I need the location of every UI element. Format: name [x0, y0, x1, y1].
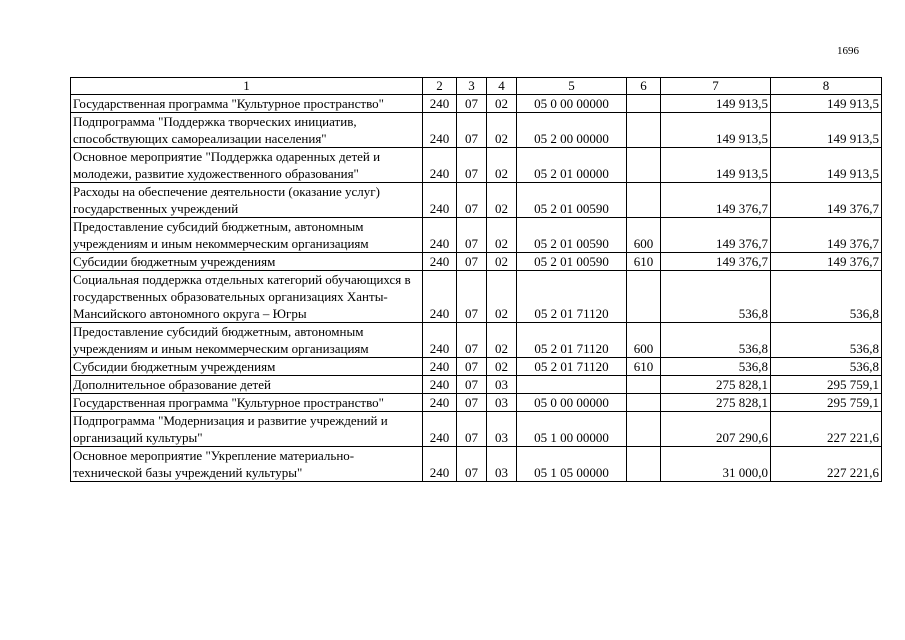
row-col-4-cell: 02: [487, 95, 517, 113]
row-name-cell: Дополнительное образование детей: [71, 376, 423, 394]
row-col-2-cell: 240: [423, 376, 457, 394]
row-col-8-cell: 295 759,1: [771, 376, 882, 394]
row-col-8-cell: 149 376,7: [771, 183, 882, 218]
row-name-cell: Субсидии бюджетным учреждениям: [71, 253, 423, 271]
row-col-7-cell: 536,8: [661, 323, 771, 358]
row-col-5-cell: 05 1 05 00000: [517, 447, 627, 482]
row-col-2-cell: 240: [423, 358, 457, 376]
row-col-5-cell: 05 2 01 00590: [517, 218, 627, 253]
table-row: [71, 218, 882, 253]
row-col-3-cell: 07: [457, 113, 487, 148]
row-col-6-cell: [627, 95, 661, 113]
table-row: [71, 394, 882, 412]
row-col-4-cell: 03: [487, 376, 517, 394]
row-col-7-cell: 149 913,5: [661, 148, 771, 183]
row-col-5-cell: 05 2 01 71120: [517, 358, 627, 376]
row-col-6-cell: [627, 113, 661, 148]
header-col-1: 1: [71, 78, 423, 95]
table-row: [71, 358, 882, 376]
row-col-5-cell: 05 0 00 00000: [517, 95, 627, 113]
row-name-cell: Социальная поддержка отдельных категорий обучающихся в государственных образовательных организациях Ханты-Мансийского автономного округа – Югры: [71, 271, 423, 323]
row-col-5-cell: 05 1 00 00000: [517, 412, 627, 447]
row-col-4-cell: 02: [487, 323, 517, 358]
row-col-3-cell: 07: [457, 412, 487, 447]
header-col-7: 7: [661, 78, 771, 95]
row-col-5-cell: [517, 376, 627, 394]
row-name-cell: Предоставление субсидий бюджетным, автономным учреждениям и иным некоммерческим организациям: [71, 323, 423, 358]
row-col-8-cell: 149 913,5: [771, 95, 882, 113]
row-col-4-cell: 02: [487, 271, 517, 323]
row-col-7-cell: 275 828,1: [661, 376, 771, 394]
row-col-3-cell: 07: [457, 323, 487, 358]
row-col-6-cell: 610: [627, 358, 661, 376]
row-col-8-cell: 227 221,6: [771, 412, 882, 447]
table-row: [71, 183, 882, 218]
row-col-7-cell: 536,8: [661, 271, 771, 323]
row-col-2-cell: 240: [423, 183, 457, 218]
table-row: [71, 95, 882, 113]
row-name-cell: Субсидии бюджетным учреждениям: [71, 358, 423, 376]
row-col-6-cell: 600: [627, 323, 661, 358]
row-col-4-cell: 02: [487, 218, 517, 253]
row-col-4-cell: 02: [487, 183, 517, 218]
row-col-3-cell: 07: [457, 218, 487, 253]
row-name-cell: Подпрограмма "Модернизация и развитие учреждений и организаций культуры": [71, 412, 423, 447]
row-col-2-cell: 240: [423, 218, 457, 253]
row-col-6-cell: 610: [627, 253, 661, 271]
row-col-7-cell: 149 913,5: [661, 95, 771, 113]
row-col-4-cell: 02: [487, 148, 517, 183]
row-name-cell: Предоставление субсидий бюджетным, автономным учреждениям и иным некоммерческим организациям: [71, 218, 423, 253]
row-name-cell: Подпрограмма "Поддержка творческих инициатив, способствующих самореализации населения": [71, 113, 423, 148]
row-col-8-cell: 149 913,5: [771, 113, 882, 148]
row-col-4-cell: 02: [487, 113, 517, 148]
row-col-2-cell: 240: [423, 412, 457, 447]
table-row: [71, 113, 882, 148]
row-col-2-cell: 240: [423, 323, 457, 358]
row-col-3-cell: 07: [457, 376, 487, 394]
row-col-6-cell: [627, 271, 661, 323]
row-col-8-cell: 536,8: [771, 323, 882, 358]
row-col-3-cell: 07: [457, 148, 487, 183]
row-col-7-cell: 149 376,7: [661, 253, 771, 271]
row-col-8-cell: 536,8: [771, 358, 882, 376]
table-row: [71, 148, 882, 183]
row-col-4-cell: 02: [487, 253, 517, 271]
header-col-8: 8: [771, 78, 882, 95]
table-row: [71, 412, 882, 447]
row-col-5-cell: 05 2 01 71120: [517, 271, 627, 323]
row-col-3-cell: 07: [457, 394, 487, 412]
header-col-4: 4: [487, 78, 517, 95]
table-row: [71, 376, 882, 394]
row-col-2-cell: 240: [423, 95, 457, 113]
row-name-cell: Основное мероприятие "Поддержка одаренных детей и молодежи, развитие художественного образования": [71, 148, 423, 183]
row-col-3-cell: 07: [457, 447, 487, 482]
row-col-4-cell: 03: [487, 394, 517, 412]
header-col-3: 3: [457, 78, 487, 95]
page-number: 1696: [837, 45, 859, 57]
table-body: [71, 95, 882, 482]
budget-table: [70, 77, 882, 482]
row-col-7-cell: 149 376,7: [661, 183, 771, 218]
row-col-5-cell: 05 2 01 71120: [517, 323, 627, 358]
row-col-3-cell: 07: [457, 358, 487, 376]
row-col-3-cell: 07: [457, 183, 487, 218]
row-col-7-cell: 31 000,0: [661, 447, 771, 482]
row-name-cell: Расходы на обеспечение деятельности (оказание услуг) государственных учреждений: [71, 183, 423, 218]
header-col-2: 2: [423, 78, 457, 95]
row-col-4-cell: 03: [487, 447, 517, 482]
row-col-2-cell: 240: [423, 447, 457, 482]
row-name-cell: Основное мероприятие "Укрепление материально-технической базы учреждений культуры": [71, 447, 423, 482]
row-col-2-cell: 240: [423, 113, 457, 148]
row-col-2-cell: 240: [423, 253, 457, 271]
row-col-8-cell: 227 221,6: [771, 447, 882, 482]
row-col-2-cell: 240: [423, 394, 457, 412]
row-col-6-cell: [627, 412, 661, 447]
row-col-4-cell: 02: [487, 358, 517, 376]
header-col-5: 5: [517, 78, 627, 95]
row-col-3-cell: 07: [457, 271, 487, 323]
row-col-4-cell: 03: [487, 412, 517, 447]
row-col-2-cell: 240: [423, 271, 457, 323]
row-col-5-cell: 05 2 01 00590: [517, 183, 627, 218]
row-name-cell: Государственная программа "Культурное пространство": [71, 394, 423, 412]
row-col-5-cell: 05 0 00 00000: [517, 394, 627, 412]
row-col-6-cell: [627, 376, 661, 394]
row-col-7-cell: 536,8: [661, 358, 771, 376]
row-col-8-cell: 149 376,7: [771, 253, 882, 271]
row-col-6-cell: [627, 148, 661, 183]
row-col-6-cell: [627, 447, 661, 482]
row-col-6-cell: 600: [627, 218, 661, 253]
row-col-3-cell: 07: [457, 253, 487, 271]
row-col-8-cell: 536,8: [771, 271, 882, 323]
row-col-7-cell: 149 913,5: [661, 113, 771, 148]
row-col-6-cell: [627, 394, 661, 412]
row-col-8-cell: 149 376,7: [771, 218, 882, 253]
table-row: [71, 253, 882, 271]
row-col-6-cell: [627, 183, 661, 218]
row-col-5-cell: 05 2 01 00590: [517, 253, 627, 271]
row-col-5-cell: 05 2 01 00000: [517, 148, 627, 183]
row-col-7-cell: 275 828,1: [661, 394, 771, 412]
header-row: [71, 78, 882, 95]
table-row: [71, 323, 882, 358]
row-col-8-cell: 295 759,1: [771, 394, 882, 412]
table-row: [71, 447, 882, 482]
row-col-5-cell: 05 2 00 00000: [517, 113, 627, 148]
table-row: [71, 271, 882, 323]
row-col-8-cell: 149 913,5: [771, 148, 882, 183]
row-col-3-cell: 07: [457, 95, 487, 113]
row-col-7-cell: 207 290,6: [661, 412, 771, 447]
row-col-2-cell: 240: [423, 148, 457, 183]
row-name-cell: Государственная программа "Культурное пространство": [71, 95, 423, 113]
row-col-7-cell: 149 376,7: [661, 218, 771, 253]
header-col-6: 6: [627, 78, 661, 95]
